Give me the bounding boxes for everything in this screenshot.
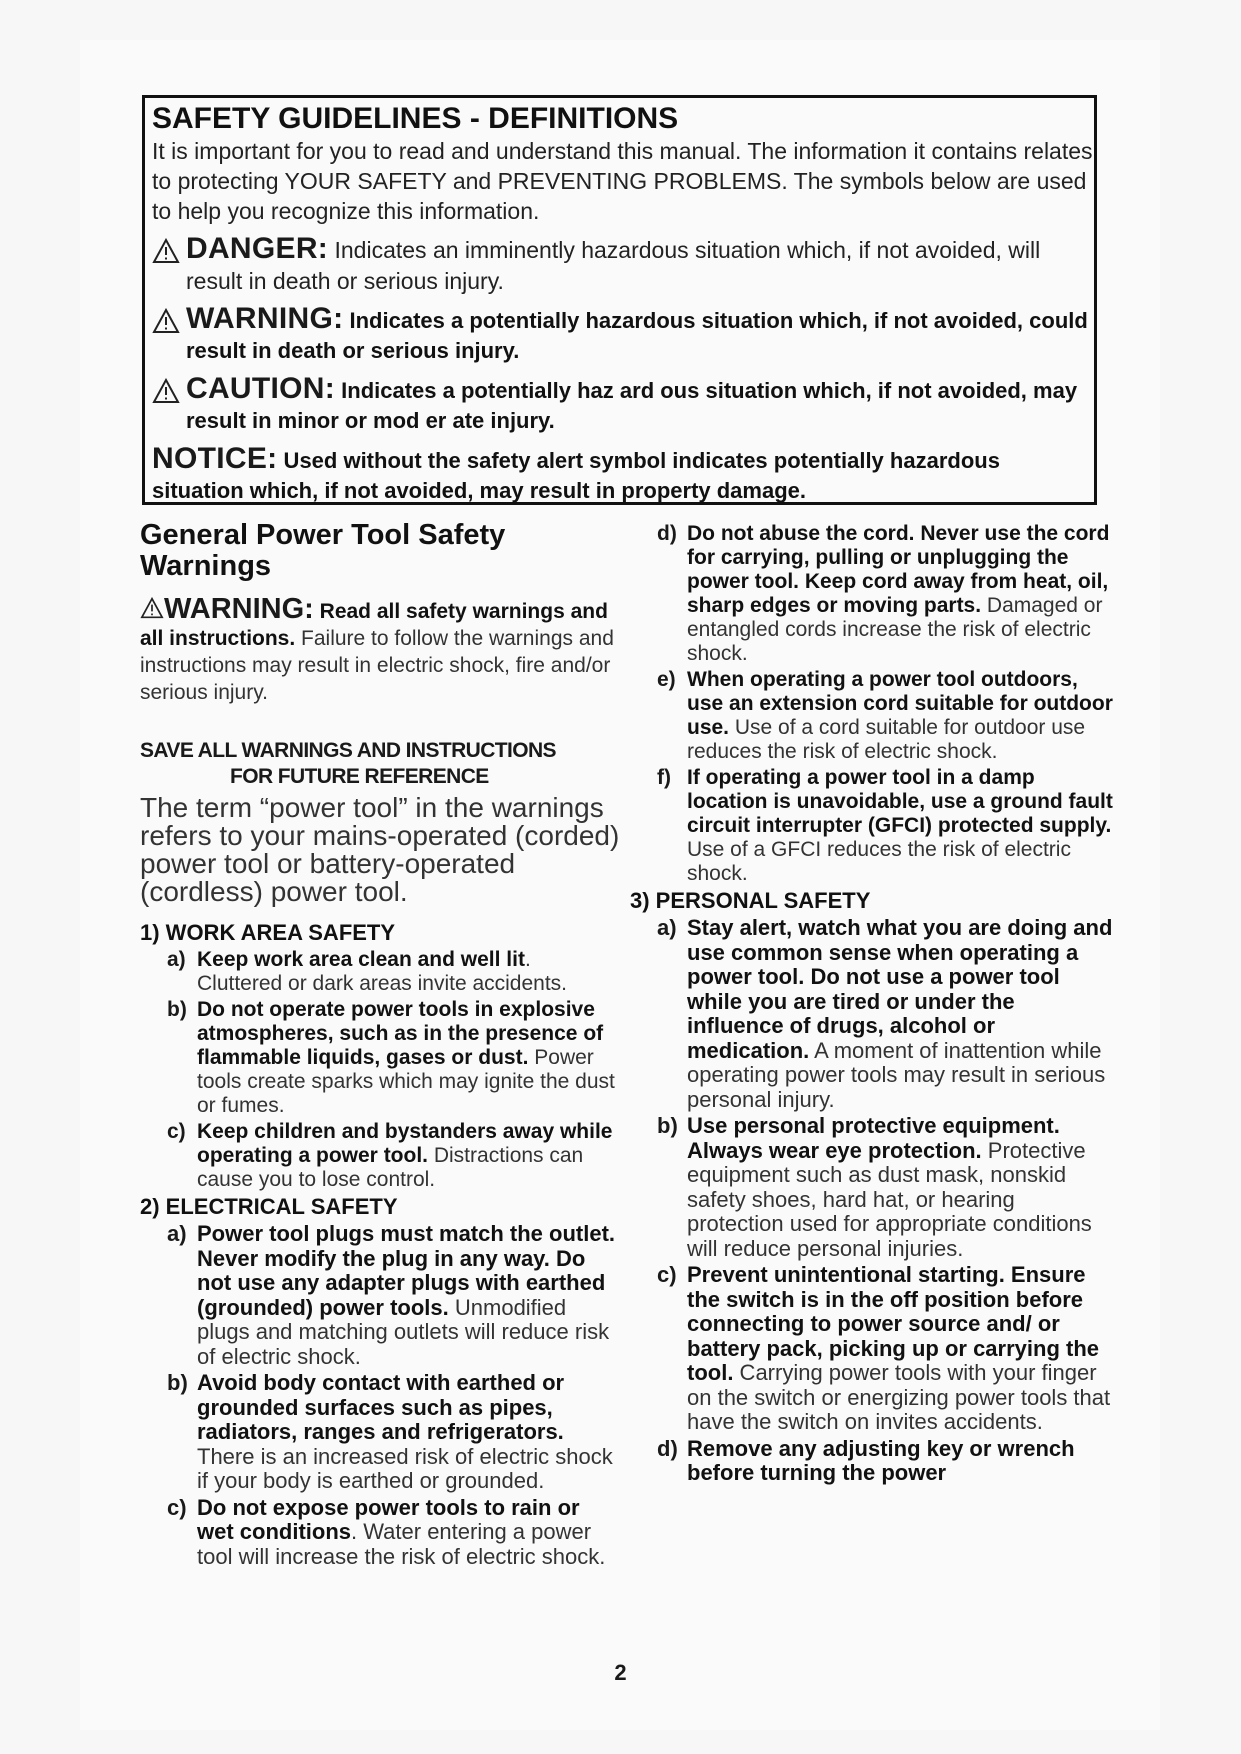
item-text: A moment of inattention while operating power tools may result in serious personal injury. bbox=[687, 1037, 1106, 1112]
item-bold: Do not expose power tools to rain or wet conditions bbox=[197, 1494, 580, 1544]
item-bold: Keep work area clean and well lit bbox=[197, 948, 525, 971]
caution-text: Indicates a potentially haz ard ous situation which, if not avoided, may result in minor or mod er ate injury. bbox=[186, 378, 1078, 433]
item-text: . Cluttered or dark areas invite accidents. bbox=[197, 948, 568, 995]
definitions-box bbox=[142, 95, 1097, 505]
item-marker: d) bbox=[657, 522, 677, 545]
work-area-item-a bbox=[140, 948, 620, 996]
notice-text: Used without the safety alert symbol indicates potentially hazardous situation which, if not avoided, may result in property damage. bbox=[152, 448, 1000, 503]
warning-word: WARNING: bbox=[186, 302, 344, 335]
personal-item-a bbox=[630, 916, 1115, 1112]
work-area-title: 1) WORK AREA SAFETY bbox=[140, 920, 396, 945]
work-area-item-b bbox=[140, 998, 620, 1118]
personal-title: 3) PERSONAL SAFETY bbox=[630, 888, 871, 913]
item-marker: c) bbox=[167, 1120, 186, 1143]
alert-triangle-icon bbox=[152, 238, 180, 264]
item-bold: If operating a power tool in a damp location is unavoidable, use a ground fault circuit interrupter (GFCI) protected supply. bbox=[687, 766, 1113, 837]
item-bold: Prevent unintentional starting. Ensure the switch is in the off position before connecting to power source and/ or battery pack, picking up or carrying the tool. bbox=[687, 1262, 1099, 1385]
definitions-title: SAFETY GUIDELINES - DEFINITIONS bbox=[152, 102, 679, 135]
warning-text: Indicates a potentially hazardous situation which, if not avoided, could result in death or serious injury. bbox=[186, 308, 1088, 363]
item-text: Power tools create sparks which may ignite the dust or fumes. bbox=[197, 1046, 615, 1117]
personal-item-b bbox=[630, 1114, 1115, 1261]
electrical-title: 2) ELECTRICAL SAFETY bbox=[140, 1194, 398, 1219]
general-warning-text: Failure to follow the warnings and instructions may result in electric shock, fire and/or serious injury. bbox=[140, 627, 614, 704]
item-text: There is an increased risk of electric shock if your body is earthed or grounded. bbox=[197, 1443, 613, 1493]
item-marker: b) bbox=[167, 1370, 188, 1395]
item-marker: a) bbox=[657, 915, 677, 940]
notice-definition bbox=[152, 442, 1094, 505]
item-bold: Power tool plugs must match the outlet. Never modify the plug in any way. Do not use any adapter plugs with earthed (grounded) power tools. bbox=[197, 1221, 616, 1320]
item-text: Use of a GFCI reduces the risk of electric shock. bbox=[687, 838, 1071, 885]
electrical-item-e bbox=[630, 668, 1115, 764]
danger-definition bbox=[152, 232, 1094, 296]
save-line-2: FOR FUTURE REFERENCE bbox=[230, 765, 489, 788]
caution-word: CAUTION: bbox=[186, 372, 336, 405]
page-number: 2 bbox=[614, 1660, 627, 1685]
item-marker: f) bbox=[657, 766, 671, 789]
personal-item-d bbox=[630, 1437, 1115, 1486]
save-instructions bbox=[140, 738, 620, 790]
caution-definition bbox=[152, 372, 1094, 436]
item-bold: Stay alert, watch what you are doing and use common sense when operating a power tool. Do not use a power tool while you are tired or under the influence of drugs, alcohol or medication. bbox=[687, 915, 1113, 1063]
general-warning-bold: Read all safety warnings and all instructions. bbox=[140, 600, 608, 650]
danger-word: DANGER: bbox=[186, 232, 329, 265]
alert-triangle-icon bbox=[152, 308, 180, 334]
item-bold: Avoid body contact with earthed or grounded surfaces such as pipes, radiators, ranges and refrigerators. bbox=[197, 1370, 565, 1444]
save-line-1: SAVE ALL WARNINGS AND INSTRUCTIONS bbox=[140, 739, 556, 762]
definitions-intro: It is important for you to read and understand this manual. The information it contains relates to protecting YOUR SAFETY and PREVENTING PROBLEMS. The symbols below are used to help you recognize this information. bbox=[152, 138, 1093, 224]
item-text: Unmodified plugs and matching outlets will reduce risk of electric shock. bbox=[197, 1294, 610, 1369]
danger-text: Indicates an imminently hazardous situation which, if not avoided, will result in death or serious injury. bbox=[186, 237, 1041, 294]
general-heading: General Power Tool Safety Warnings bbox=[140, 519, 506, 582]
item-marker: a) bbox=[167, 948, 186, 971]
electrical-item-f bbox=[630, 766, 1115, 886]
item-marker: c) bbox=[167, 1494, 187, 1520]
item-text: Damaged or entangled cords increase the risk of electric shock. bbox=[687, 594, 1103, 665]
item-bold: Do not abuse the cord. Never use the cord for carrying, pulling or unplugging the power tool. Keep cord away from heat, oil, sharp edges or moving parts. bbox=[687, 522, 1110, 617]
item-bold: Do not operate power tools in explosive atmospheres, such as in the presence of flammable liquids, gases or dust. bbox=[197, 998, 604, 1069]
item-bold: Remove any adjusting key or wrench before turning the power bbox=[687, 1435, 1075, 1485]
work-area-item-c bbox=[140, 1120, 620, 1192]
warning-definition bbox=[152, 302, 1094, 366]
general-warning-word: WARNING: bbox=[164, 593, 314, 625]
item-marker: c) bbox=[657, 1262, 677, 1287]
item-marker: b) bbox=[167, 998, 187, 1021]
item-marker: b) bbox=[657, 1113, 678, 1138]
item-text: Use of a cord suitable for outdoor use reduces the risk of electric shock. bbox=[687, 716, 1086, 763]
notice-word: NOTICE: bbox=[152, 442, 278, 475]
item-marker: a) bbox=[167, 1221, 187, 1246]
item-bold: When operating a power tool outdoors, use an extension cord suitable for outdoor use. bbox=[687, 668, 1113, 739]
item-bold: Use personal protective equipment. Always wear eye protection. bbox=[687, 1113, 1060, 1163]
electrical-item-a bbox=[140, 1222, 620, 1369]
item-text: . Water entering a power tool will increase the risk of electric shock. bbox=[197, 1519, 606, 1569]
left-column bbox=[140, 520, 620, 1571]
general-warning bbox=[140, 593, 620, 706]
item-text: Protective equipment such as dust mask, nonskid safety shoes, hard hat, or hearing protection used for appropriate conditions will reduce personal injuries. bbox=[687, 1137, 1092, 1261]
alert-triangle-icon bbox=[152, 378, 180, 404]
right-column bbox=[630, 520, 1115, 1488]
electrical-item-b bbox=[140, 1371, 620, 1494]
power-tool-term: The term “power tool” in the warnings refers to your mains-operated (corded) power tool or battery-operated (cordless) power tool. bbox=[140, 792, 620, 907]
item-marker: e) bbox=[657, 668, 676, 691]
electrical-item-d bbox=[630, 522, 1115, 666]
item-bold: Keep children and bystanders away while operating a power tool. bbox=[197, 1120, 613, 1167]
item-text: Carrying power tools with your finger on the switch or energizing power tools that have the switch on invites accidents. bbox=[687, 1360, 1111, 1434]
item-text: Distractions can cause you to lose control. bbox=[197, 1144, 584, 1191]
alert-triangle-icon bbox=[140, 597, 164, 619]
item-marker: d) bbox=[657, 1435, 678, 1461]
electrical-item-c bbox=[140, 1496, 620, 1570]
personal-item-c bbox=[630, 1263, 1115, 1435]
